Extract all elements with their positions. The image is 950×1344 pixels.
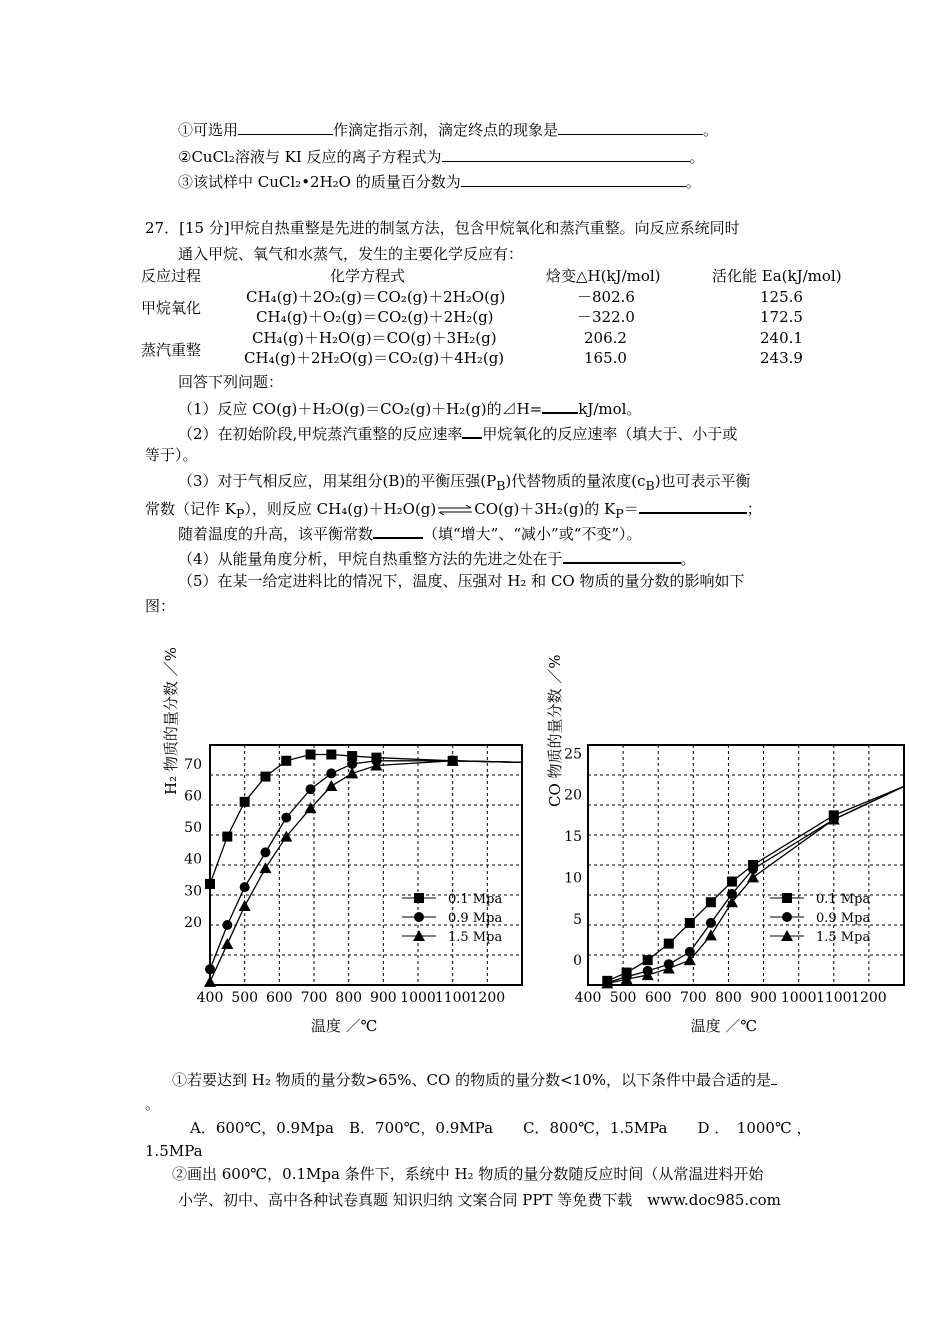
q26-s1-text-b: 作滴定指示剂，滴定终点的现象是	[333, 121, 559, 139]
data-point	[259, 862, 271, 873]
y-tick-label: 15	[564, 829, 582, 846]
q27-sub-2: ②画出 600℃，0.1Mpa 条件下，系统中 H₂ 物质的量分数随反应时间（从常温进料开始	[172, 1165, 764, 1183]
x-tick-label: 400	[196, 990, 224, 1006]
q27-p3-text-d: 常数（记作 K	[145, 500, 236, 518]
x-tick-label: 500	[609, 990, 637, 1006]
data-point	[346, 767, 358, 778]
x-tick-label: 700	[300, 990, 328, 1006]
y-tick-label: 5	[573, 911, 582, 928]
table-row-4-activation: 243.9	[760, 349, 803, 367]
x-tick-label: 800	[715, 990, 742, 1006]
data-point	[306, 784, 316, 794]
q27-p3-text-g: ＝	[623, 500, 639, 518]
q27-part-3-trend	[178, 521, 642, 544]
y-tick-label: 25	[564, 746, 582, 763]
table-row-3-enthalpy: 206.2	[584, 329, 627, 347]
q27-p4-text-a: （4）从能量角度分析，甲烷自热重整方法的先进之处在于	[178, 550, 563, 568]
q27-stem-2: 通入甲烷、氧气和水蒸气，发生的主要化学反应有：	[178, 245, 524, 263]
q27-part-1	[178, 396, 641, 419]
h2-fraction-chart	[140, 640, 540, 1040]
q27-part-2	[178, 421, 737, 444]
x-axis-label: 温度 ／℃	[310, 1017, 378, 1035]
x-tick-label: 800	[335, 990, 363, 1006]
y-tick-label: 20	[564, 787, 582, 804]
data-point	[222, 920, 232, 930]
y-tick-label: 0	[573, 953, 582, 970]
x-tick-label: 1100	[815, 990, 852, 1006]
table-header-equation: 化学方程式	[330, 267, 406, 285]
data-point	[240, 882, 250, 892]
legend-marker	[414, 912, 424, 922]
x-tick-label: 1200	[469, 990, 506, 1006]
data-point	[326, 749, 336, 759]
q27-p3-text-j: （填“增大”、“减小”或“不变”）。	[423, 525, 642, 543]
q27-options-cont: 1.5MPa	[145, 1142, 203, 1160]
answer-blank[interactable]	[639, 496, 747, 514]
data-point	[222, 832, 232, 842]
legend-label: 1.5 Mpa	[448, 930, 503, 945]
table-row-2-activation: 172.5	[760, 308, 803, 326]
q27-sub-1	[172, 1068, 777, 1090]
q27-p2-text-b: 甲烷氧化的反应速率（填大于、小于或	[482, 425, 738, 443]
q26-s1-text-a: ①可选用	[178, 121, 239, 139]
q27-p3-sub: B	[496, 478, 506, 493]
x-tick-label: 1200	[851, 990, 887, 1006]
q26-line-2	[178, 145, 705, 167]
data-point	[326, 768, 336, 778]
answer-blank[interactable]	[771, 1068, 777, 1085]
q27-p3-text-e: ），则反应 CH₄(g)＋H₂O(g)	[244, 500, 437, 518]
x-tick-label: 1100	[434, 990, 471, 1006]
answer-blank[interactable]	[461, 170, 686, 187]
answer-intro: 回答下列问题：	[178, 373, 284, 391]
answer-blank[interactable]	[563, 546, 681, 564]
data-point	[705, 929, 717, 940]
x-tick-label: 1000	[400, 990, 436, 1006]
q26-s2-text-c: 。	[689, 148, 705, 166]
table-header-process: 反应过程	[141, 267, 202, 285]
answer-blank[interactable]	[558, 118, 703, 135]
y-axis-label: CO 物质的量分数 ／%	[546, 654, 564, 807]
data-point	[260, 772, 270, 782]
data-point	[240, 797, 250, 807]
legend-marker	[782, 912, 792, 922]
q26-s2-text-a: ②CuCl₂溶液与 KI 反应的离子方程式为	[178, 148, 442, 166]
legend-label: 0.9 Mpa	[816, 911, 871, 926]
q27-p3-text-a: （3）对于气相反应，用某组分(B)的平衡压强(P	[178, 472, 497, 490]
table-group-reforming: 蒸汽重整	[141, 341, 202, 359]
table-row-2-enthalpy: －322.0	[577, 308, 635, 326]
co-fraction-chart	[538, 640, 928, 1040]
table-group-oxidation: 甲烷氧化	[141, 299, 202, 317]
equilibrium-arrow-icon	[436, 500, 474, 520]
table-row-4-enthalpy: 165.0	[584, 349, 627, 367]
q27-sub-1-text: ①若要达到 H₂ 物质的量分数>65%、CO 的物质的量分数<10%，以下条件中最合适的是	[172, 1071, 771, 1089]
answer-blank[interactable]	[238, 118, 333, 135]
q27-p3-text-f: CO(g)＋3H₂(g)的 K	[474, 500, 616, 518]
q27-p3-text-h: ；	[746, 500, 762, 518]
table-row-3-activation: 240.1	[760, 329, 803, 347]
data-point	[727, 877, 737, 887]
q27-p3-text-i: 随着温度的升高，该平衡常数	[178, 525, 374, 543]
data-point	[239, 900, 251, 911]
q27-p2-text-a: （2）在初始阶段,甲烷蒸汽重整的反应速率	[178, 425, 463, 443]
q27-part-4	[178, 546, 696, 569]
y-tick-label: 40	[184, 851, 202, 868]
q27-p3-sub: P	[615, 506, 624, 521]
q27-sub-1-end: 。	[145, 1095, 161, 1113]
data-point	[747, 871, 759, 882]
data-point	[325, 780, 337, 791]
series-line	[210, 761, 522, 982]
y-tick-label: 20	[184, 914, 202, 931]
y-tick-label: 70	[184, 756, 202, 773]
data-point	[281, 756, 291, 766]
answer-blank[interactable]	[542, 396, 578, 414]
x-tick-label: 900	[750, 990, 777, 1006]
legend-label: 0.1 Mpa	[448, 892, 503, 907]
y-axis-label: H₂ 物质的量分数 ／%	[162, 647, 180, 795]
x-tick-label: 700	[679, 990, 707, 1006]
q27-p3-sub: B	[645, 478, 655, 493]
data-point	[685, 918, 695, 928]
q27-options: A．600℃，0.9Mpa B．700℃，0.9MPa C．800℃，1.5MPa D ． 1000℃ ，	[190, 1119, 812, 1137]
x-tick-label: 600	[644, 990, 672, 1006]
y-tick-label: 50	[184, 820, 202, 837]
series-line	[607, 786, 904, 980]
x-tick-label: 900	[369, 990, 397, 1006]
data-point	[664, 939, 674, 949]
legend-label: 1.5 Mpa	[816, 930, 871, 945]
x-tick-label: 600	[265, 990, 293, 1006]
q27-part-3-cont	[145, 496, 762, 524]
q26-s3-text-c: 。	[685, 173, 701, 191]
data-point	[706, 918, 716, 928]
data-point	[205, 879, 215, 889]
table-row-3-equation: CH₄(g)＋H₂O(g)＝CO(g)＋3H₂(g)	[252, 329, 497, 347]
q26-s1-text-c: 。	[703, 121, 719, 139]
y-tick-label: 30	[184, 883, 202, 900]
x-axis-label: 温度 ／℃	[690, 1017, 758, 1035]
q27-p3-text-c: )也可表示平衡	[654, 472, 751, 490]
q27-part-5: （5）在某一给定进料比的情况下，温度、压强对 H₂ 和 CO 物质的量分数的影响如下	[178, 572, 745, 590]
data-point	[281, 813, 291, 823]
q27-p3-text-b: )代替物质的量浓度(c	[505, 472, 646, 490]
legend-marker	[414, 893, 424, 903]
table-header-enthalpy: 焓变△H(kJ/mol)	[546, 267, 661, 285]
q27-p4-text-b: 。	[680, 550, 696, 568]
legend-marker	[782, 893, 792, 903]
table-row-1-enthalpy: －802.6	[577, 288, 635, 306]
legend-label: 0.1 Mpa	[816, 892, 871, 907]
data-point	[643, 955, 653, 965]
data-point	[221, 938, 233, 949]
answer-blank[interactable]	[442, 145, 690, 162]
q27-p3-sub: P	[235, 506, 245, 521]
table-row-4-equation: CH₄(g)＋2H₂O(g)＝CO₂(g)＋4H₂(g)	[244, 349, 505, 367]
answer-blank[interactable]	[462, 421, 482, 439]
table-row-1-activation: 125.6	[760, 288, 803, 306]
data-point	[204, 976, 216, 987]
x-tick-label: 400	[574, 990, 602, 1006]
answer-blank[interactable]	[373, 521, 423, 539]
y-tick-label: 60	[184, 788, 202, 805]
q27-part-2-cont: 等于）。	[145, 446, 198, 464]
x-tick-label: 1000	[780, 990, 817, 1006]
data-point	[306, 749, 316, 759]
q27-part-5-cont: 图：	[145, 597, 176, 615]
q27-p1-text-a: （1）反应 CO(g)＋H₂O(g)＝CO₂(g)＋H₂(g)的⊿H=	[178, 400, 543, 418]
x-tick-label: 500	[231, 990, 259, 1006]
q27-part-3	[178, 471, 751, 496]
series-line	[607, 786, 904, 983]
data-point	[706, 897, 716, 907]
q26-line-3	[178, 170, 701, 192]
series-line	[607, 786, 904, 982]
y-tick-label: 10	[564, 870, 582, 887]
page-footer: 小学、初中、高中各种试卷真题 知识归纳 文案合同 PPT 等免费下载 www.doc985.com	[178, 1191, 781, 1209]
q26-line-1	[178, 118, 718, 140]
table-row-2-equation: CH₄(g)＋O₂(g)＝CO₂(g)＋2H₂(g)	[256, 308, 494, 326]
table-row-1-equation: CH₄(g)＋2O₂(g)＝CO₂(g)＋2H₂O(g)	[246, 288, 506, 306]
legend-label: 0.9 Mpa	[448, 911, 503, 926]
q27-stem-1: 27．[15 分]甲烷自热重整是先进的制氢方法，包含甲烷氧化和蒸汽重整。向反应系统同时	[145, 219, 740, 237]
q27-p1-text-b: kJ/mol。	[578, 400, 642, 418]
table-header-activation: 活化能 Ea(kJ/mol)	[712, 267, 842, 285]
q26-s3-text-a: ③该试样中 CuCl₂•2H₂O 的质量百分数为	[178, 173, 461, 191]
data-point	[260, 847, 270, 857]
